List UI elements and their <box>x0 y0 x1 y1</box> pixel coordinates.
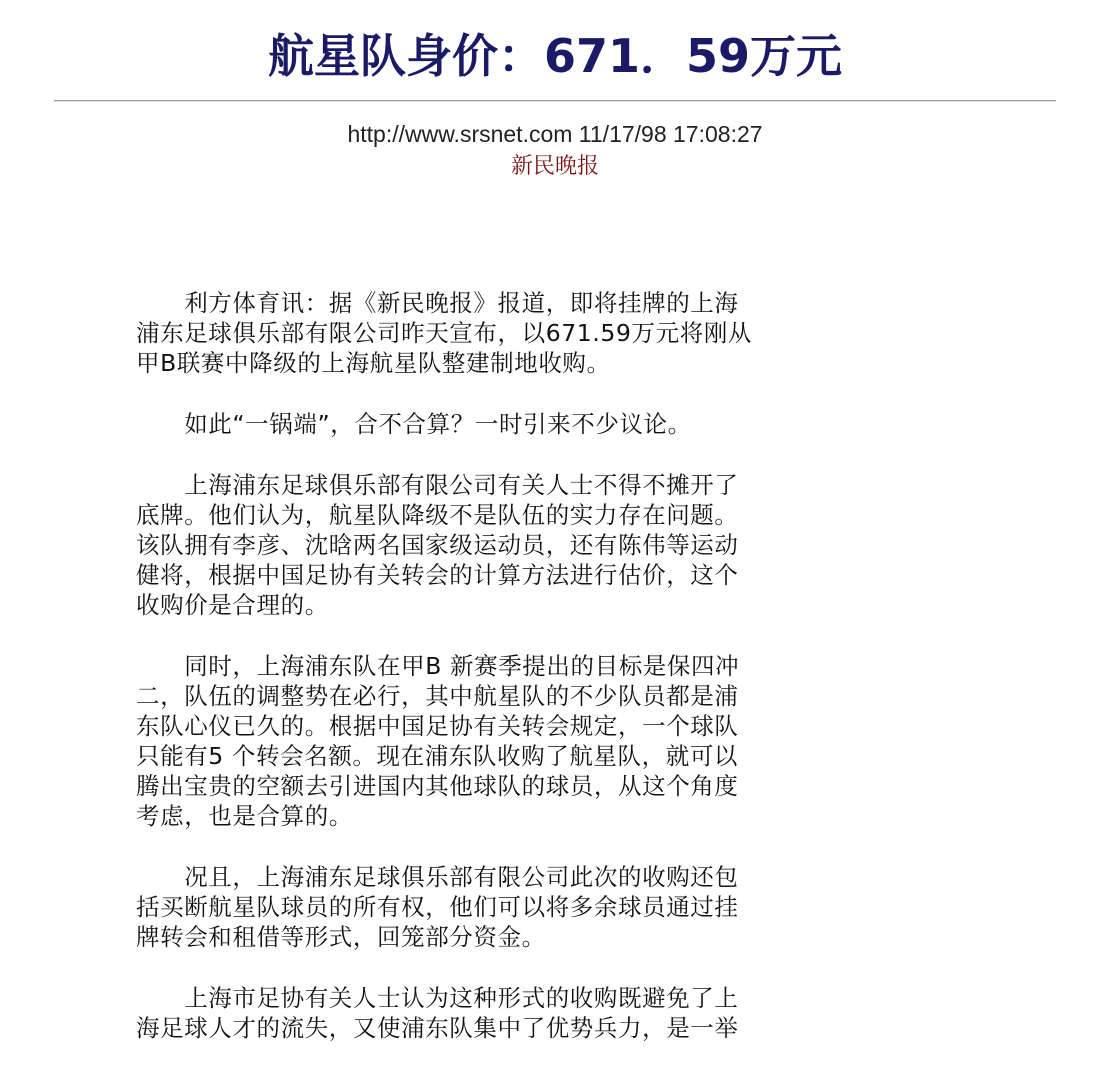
text-line: 上海市足协有关人士认为这种形式的收购既避免了上 <box>136 984 739 1012</box>
text-line: 二，队伍的调整势在必行，其中航星队的不少队员都是浦 <box>136 682 739 710</box>
paragraph-6 <box>136 983 856 1043</box>
paragraph-1 <box>136 288 856 378</box>
text-line: 收购价是合理的。 <box>136 591 329 619</box>
title-divider <box>54 100 1056 102</box>
article-title: 航星队身价：671．59万元 <box>267 29 843 83</box>
text-line: 腾出宝贵的空额去引进国内其他球队的球员，从这个角度 <box>136 772 739 800</box>
paragraph-4 <box>136 651 856 831</box>
text-line: 东队心仪已久的。根据中国足协有关转会规定，一个球队 <box>136 712 739 740</box>
paragraph-3 <box>136 470 856 620</box>
text-line: 底牌。他们认为，航星队降级不是队伍的实力存在问题。 <box>136 501 739 529</box>
paragraph-2 <box>136 409 856 439</box>
text-line: 牌转会和租借等形式，回笼部分资金。 <box>136 923 546 951</box>
article-meta: http://www.srsnet.com 11/17/98 17:08:27 <box>347 121 763 147</box>
article-body <box>136 288 856 1074</box>
text-line: 如此“一锅端”，合不合算？一时引来不少议论。 <box>136 410 692 438</box>
text-line: 甲B联赛中降级的上海航星队整建制地收购。 <box>136 349 611 377</box>
text-line: 利方体育讯：据《新民晚报》报道，即将挂牌的上海 <box>136 289 739 317</box>
text-line: 浦东足球俱乐部有限公司昨天宣布，以671.59万元将刚从 <box>136 319 753 347</box>
text-line: 上海浦东足球俱乐部有限公司有关人士不得不摊开了 <box>136 471 739 499</box>
text-line: 海足球人才的流失，又使浦东队集中了优势兵力，是一举 <box>136 1014 739 1042</box>
text-line: 该队拥有李彦、沈晗两名国家级运动员，还有陈伟等运动 <box>136 531 739 559</box>
text-line: 健将，根据中国足协有关转会的计算方法进行估价，这个 <box>136 561 739 589</box>
paragraph-5 <box>136 862 856 952</box>
text-line: 考虑，也是合算的。 <box>136 802 353 830</box>
text-line: 括买断航星队球员的所有权，他们可以将多余球员通过挂 <box>136 893 739 921</box>
text-line: 况且，上海浦东足球俱乐部有限公司此次的收购还包 <box>136 863 739 891</box>
text-line: 只能有5 个转会名额。现在浦东队收购了航星队，就可以 <box>136 742 739 770</box>
article-source: 新民晚报 <box>510 154 599 179</box>
text-line: 同时，上海浦东队在甲B 新赛季提出的目标是保四冲 <box>136 652 740 680</box>
